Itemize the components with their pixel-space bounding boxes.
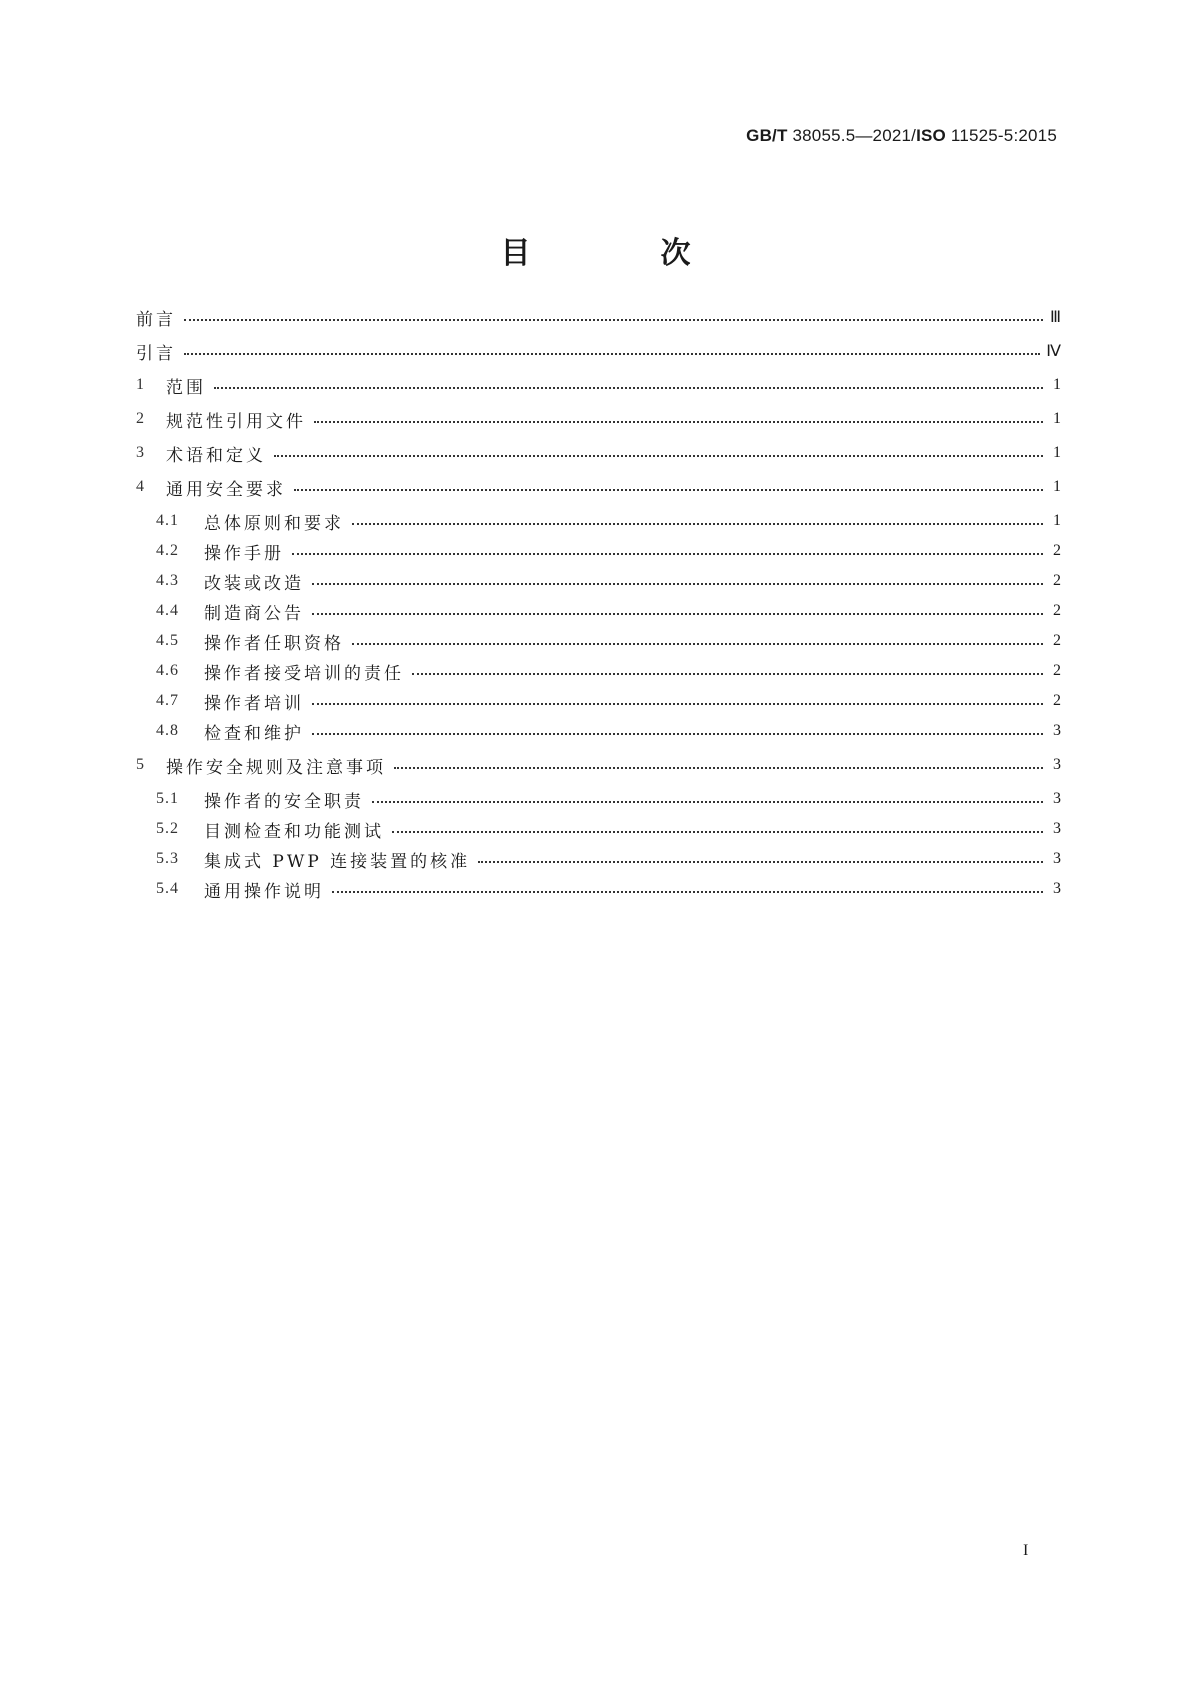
toc-entry-page: 3 bbox=[1053, 722, 1061, 739]
toc-entry-number: 5 bbox=[136, 756, 144, 773]
toc-entry-page: 2 bbox=[1053, 542, 1061, 559]
toc-entry-3[interactable] bbox=[136, 440, 1061, 466]
toc-entry-label: 通用操作说明 bbox=[204, 881, 324, 902]
page-title: 目 次 bbox=[500, 236, 741, 271]
toc-entry-label: 改装或改造 bbox=[204, 573, 304, 594]
toc-entry-4[interactable] bbox=[136, 474, 1061, 500]
toc-entry-label: 操作者接受培训的责任 bbox=[204, 663, 404, 684]
toc-leader-dots bbox=[292, 538, 1043, 564]
toc-entry-label: 集成式 PWP 连接装置的核准 bbox=[204, 851, 471, 872]
toc-entry-number: 4.2 bbox=[156, 542, 179, 559]
toc-leader-dots bbox=[352, 508, 1043, 534]
toc-entry-5-4[interactable] bbox=[156, 876, 1061, 902]
toc-entry-number: 4.1 bbox=[156, 512, 179, 529]
toc-entry-number: 1 bbox=[136, 376, 144, 393]
toc-entry-number: 4.4 bbox=[156, 602, 179, 619]
toc-entry-page: Ⅳ bbox=[1046, 343, 1061, 360]
toc-entry-number: 4 bbox=[136, 478, 144, 495]
toc-entry-label: 通用安全要求 bbox=[166, 479, 286, 500]
toc-entry-4-2[interactable] bbox=[156, 538, 1061, 564]
toc-entry-page: 2 bbox=[1053, 692, 1061, 709]
iso-prefix: ISO bbox=[916, 126, 946, 145]
toc-leader-dots bbox=[478, 846, 1043, 872]
toc-entry-page: 3 bbox=[1053, 880, 1061, 897]
toc-entry-number: 4.6 bbox=[156, 662, 179, 679]
toc-leader-dots bbox=[274, 440, 1043, 466]
toc-entry-page: 1 bbox=[1053, 444, 1061, 461]
toc-entry-page: Ⅲ bbox=[1049, 309, 1061, 326]
toc-entry-number: 5.4 bbox=[156, 880, 179, 897]
toc-entry-page: 3 bbox=[1053, 790, 1061, 807]
toc-entry-page: 3 bbox=[1053, 756, 1061, 773]
toc-entry-4-1[interactable] bbox=[156, 508, 1061, 534]
toc-entry-introduction[interactable] bbox=[136, 338, 1061, 364]
toc-entry-2[interactable] bbox=[136, 406, 1061, 432]
toc-entry-label: 规范性引用文件 bbox=[166, 411, 306, 432]
toc-entry-number: 5.3 bbox=[156, 850, 179, 867]
toc-entry-page: 3 bbox=[1053, 850, 1061, 867]
toc-entry-page: 2 bbox=[1053, 632, 1061, 649]
toc-entry-label: 操作者培训 bbox=[204, 693, 304, 714]
toc-entry-number: 4.3 bbox=[156, 572, 179, 589]
toc-entry-page: 1 bbox=[1053, 512, 1061, 529]
toc-entry-page: 2 bbox=[1053, 602, 1061, 619]
toc-entry-number: 4.7 bbox=[156, 692, 179, 709]
toc-entry-4-8[interactable] bbox=[156, 718, 1061, 744]
toc-leader-dots bbox=[312, 688, 1043, 714]
toc-entry-number: 5.2 bbox=[156, 820, 179, 837]
toc-entry-label: 目测检查和功能测试 bbox=[204, 821, 384, 842]
toc-entry-foreword[interactable] bbox=[136, 304, 1061, 330]
toc-entry-5-1[interactable] bbox=[156, 786, 1061, 812]
toc-leader-dots bbox=[312, 568, 1043, 594]
toc-entry-4-5[interactable] bbox=[156, 628, 1061, 654]
toc-leader-dots bbox=[392, 816, 1043, 842]
toc-entry-label: 操作安全规则及注意事项 bbox=[166, 757, 386, 778]
toc-leader-dots bbox=[314, 406, 1043, 432]
toc-entry-number: 2 bbox=[136, 410, 144, 427]
toc-entry-page: 2 bbox=[1053, 572, 1061, 589]
toc-entry-page: 1 bbox=[1053, 478, 1061, 495]
gbt-prefix: GB/T bbox=[746, 126, 788, 145]
toc-entry-5-3[interactable] bbox=[156, 846, 1061, 872]
toc-entry-number: 4.5 bbox=[156, 632, 179, 649]
toc-entry-label: 检查和维护 bbox=[204, 723, 304, 744]
toc-leader-dots bbox=[394, 752, 1043, 778]
toc-entry-label: 操作者的安全职责 bbox=[204, 791, 364, 812]
toc-leader-dots bbox=[184, 338, 1040, 364]
toc-entry-label: 术语和定义 bbox=[166, 445, 266, 466]
toc-entry-4-7[interactable] bbox=[156, 688, 1061, 714]
toc-leader-dots bbox=[312, 718, 1043, 744]
toc-entry-label: 操作手册 bbox=[204, 543, 284, 564]
toc-entry-page: 1 bbox=[1053, 410, 1061, 427]
toc-leader-dots bbox=[312, 598, 1043, 624]
toc-entry-label: 引言 bbox=[136, 343, 176, 364]
toc-leader-dots bbox=[184, 304, 1043, 330]
toc-leader-dots bbox=[352, 628, 1043, 654]
toc-entry-number: 3 bbox=[136, 444, 144, 461]
iso-number: 11525-5:2015 bbox=[950, 126, 1057, 145]
toc-leader-dots bbox=[214, 372, 1043, 398]
toc-entry-1[interactable] bbox=[136, 372, 1061, 398]
toc-entry-label: 前言 bbox=[136, 309, 176, 330]
gbt-number: 38055.5—2021/ bbox=[792, 126, 917, 145]
toc-entry-label: 范围 bbox=[166, 377, 206, 398]
toc-entry-label: 总体原则和要求 bbox=[204, 513, 344, 534]
standard-number-header bbox=[746, 126, 1057, 146]
toc-entry-label: 操作者任职资格 bbox=[204, 633, 344, 654]
toc-entry-5-2[interactable] bbox=[156, 816, 1061, 842]
toc-entry-page: 1 bbox=[1053, 376, 1061, 393]
toc-entry-number: 5.1 bbox=[156, 790, 179, 807]
toc-entry-label: 制造商公告 bbox=[204, 603, 304, 624]
toc-entry-4-3[interactable] bbox=[156, 568, 1061, 594]
toc-entry-5[interactable] bbox=[136, 752, 1061, 778]
toc-entry-page: 3 bbox=[1053, 820, 1061, 837]
toc-entry-number: 4.8 bbox=[156, 722, 179, 739]
toc-leader-dots bbox=[332, 876, 1043, 902]
toc-entry-4-4[interactable] bbox=[156, 598, 1061, 624]
toc-leader-dots bbox=[294, 474, 1043, 500]
toc-leader-dots bbox=[372, 786, 1043, 812]
toc-entry-4-6[interactable] bbox=[156, 658, 1061, 684]
toc-leader-dots bbox=[412, 658, 1043, 684]
toc-entry-page: 2 bbox=[1053, 662, 1061, 679]
page-number: I bbox=[1023, 1542, 1029, 1559]
